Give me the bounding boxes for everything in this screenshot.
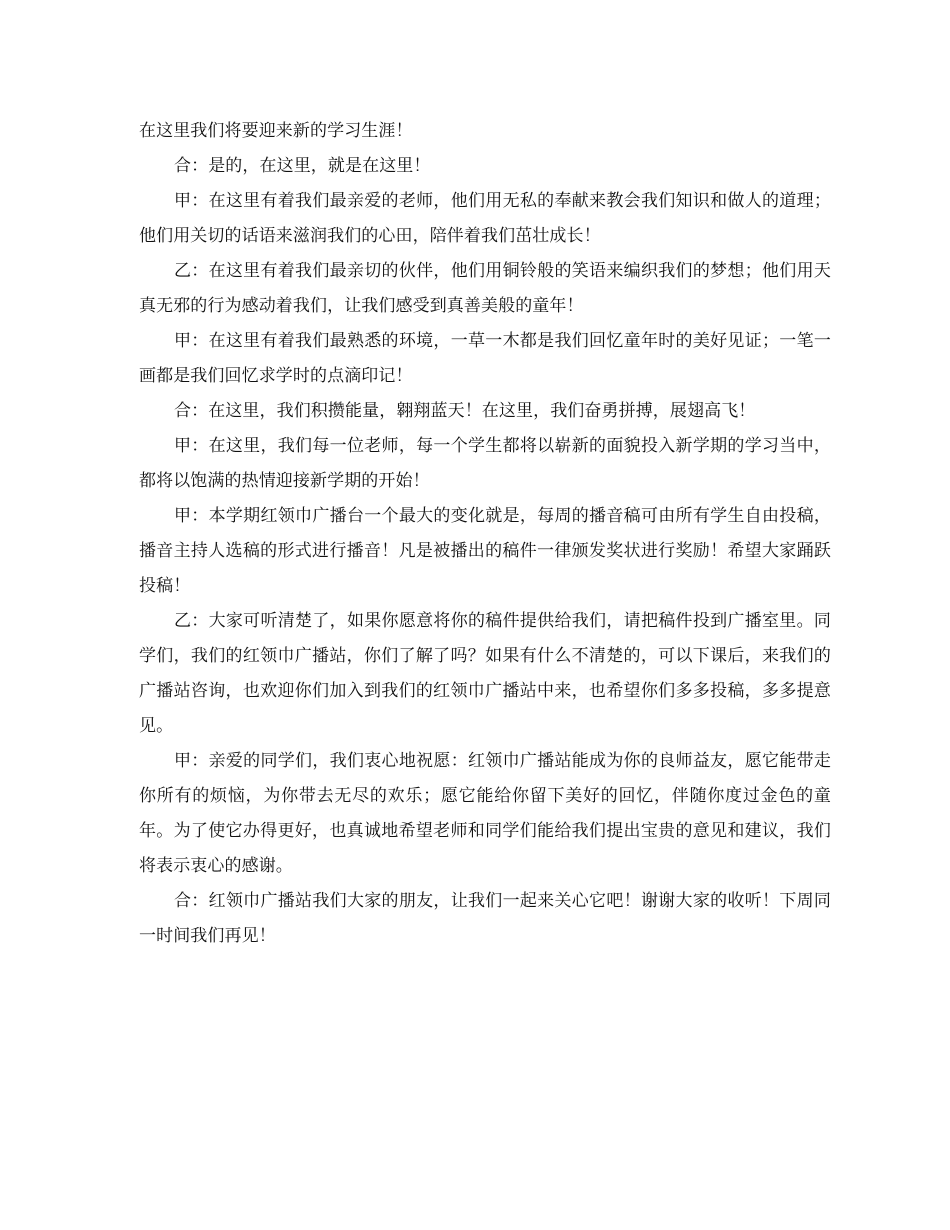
paragraph: 甲：本学期红领巾广播台一个最大的变化就是，每周的播音稿可由所有学生自由投稿，播音主持人选稿的形式进行播音！凡是被播出的稿件一律颁发奖状进行奖励！希望大家踊跃投稿！	[139, 506, 831, 596]
paragraph: 甲：在这里，我们每一位老师，每一个学生都将以崭新的面貌投入新学期的学习当中，都将以饱满的热情迎接新学期的开始！	[139, 436, 831, 491]
paragraph: 甲：亲爱的同学们，我们衷心地祝愿：红领巾广播站能成为你的良师益友，愿它能带走你所有的烦恼，为你带去无尽的欢乐；愿它能给你留下美好的回忆，伴随你度过金色的童年。为了使它办得更好，也真诚地希望老师和同学们能给我们提出宝贵的意见和建议，我们将表示衷心的感谢。	[139, 751, 831, 876]
paragraph: 合：是的，在这里，就是在这里！	[174, 156, 431, 176]
paragraph: 甲：在这里有着我们最亲爱的老师，他们用无私的奉献来教会我们知识和做人的道理；他们用关切的话语来滋润我们的心田，陪伴着我们茁壮成长！	[139, 191, 831, 246]
paragraph: 乙：大家可听清楚了，如果你愿意将你的稿件提供给我们，请把稿件投到广播室里。同学们，我们的红领巾广播站，你们了解了吗？如果有什么不清楚的，可以下课后，来我们的广播站咨询，也欢迎你们加入到我们的红领巾广播站中来，也希望你们多多投稿，多多提意见。	[139, 611, 831, 736]
paragraph: 甲：在这里有着我们最熟悉的环境，一草一木都是我们回忆童年时的美好见证；一笔一画都是我们回忆求学时的点滴印记！	[139, 331, 831, 386]
paragraph: 乙：在这里有着我们最亲切的伙伴，他们用铜铃般的笑语来编织我们的梦想；他们用天真无邪的行为感动着我们，让我们感受到真善美般的童年！	[139, 261, 831, 316]
paragraph: 合：红领巾广播站我们大家的朋友，让我们一起来关心它吧！谢谢大家的收听！下周同一时间我们再见！	[139, 891, 831, 946]
document-body	[139, 114, 831, 954]
paragraph-continuation: 在这里我们将要迎来新的学习生涯！	[139, 121, 413, 141]
paragraph: 合：在这里，我们积攒能量，翱翔蓝天！在这里，我们奋勇拼搏，展翅高飞！	[174, 401, 756, 421]
